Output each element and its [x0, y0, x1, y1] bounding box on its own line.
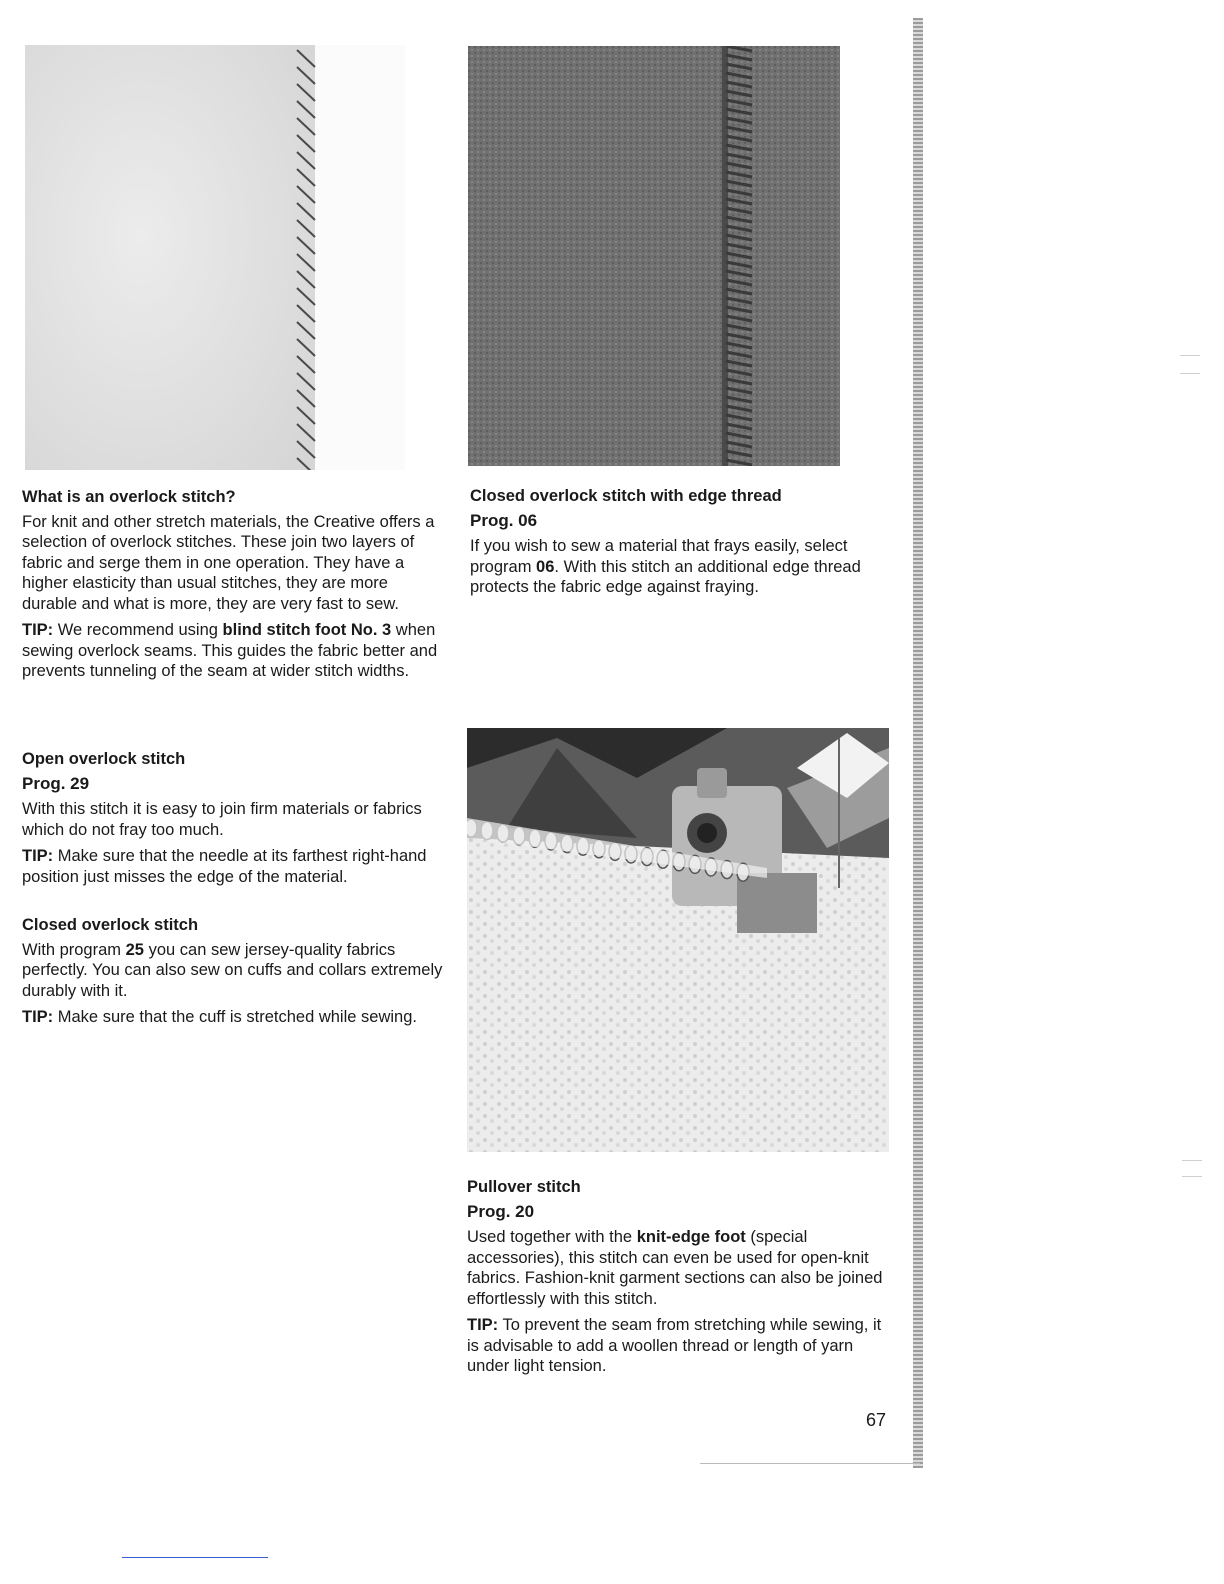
program-number: Prog. 06: [470, 510, 538, 530]
photo-closed-overlock-sample: [468, 46, 840, 466]
program-number-inline: 06: [536, 557, 555, 576]
section-title: What is an overlock stitch?: [22, 488, 236, 506]
binding-edge: [913, 18, 923, 1468]
section-overlock-intro: [22, 487, 447, 688]
tip-label: TIP:: [22, 847, 54, 865]
pullover-machine-illustration: [467, 728, 889, 1152]
program-number-inline: 25: [125, 940, 144, 959]
bottom-rule: [122, 1557, 268, 1558]
foot-name: knit-edge foot: [636, 1228, 746, 1246]
tip-label: TIP:: [467, 1316, 499, 1334]
tip-label: TIP:: [22, 1008, 54, 1026]
section-closed-edge-thread: [470, 486, 895, 604]
section-title: Open overlock stitch: [22, 750, 186, 768]
margin-mark: [1182, 1160, 1202, 1161]
tip-paragraph: TIP: To prevent the seam from stretching while sewing, it is advisable to add a woollen thread or length of yarn under light tension.: [467, 1316, 882, 1375]
margin-mark: [1182, 1176, 1202, 1177]
photo-open-overlock-sample: [25, 45, 405, 470]
section-body: If you wish to sew a material that frays easily, select program 06. With this stitch an additional edge thread protects the fabric edge against fraying.: [470, 537, 861, 596]
section-title: Pullover stitch: [467, 1178, 581, 1196]
photo-pullover-stitch-machine: [467, 728, 889, 1152]
footer-rule: [700, 1463, 920, 1464]
section-body: Used together with the knit-edge foot (special accessories), this stitch can even be used for open-knit fabrics. Fashion-knit garment sections can also be joined effortlessly with this stitch.: [467, 1228, 883, 1308]
section-closed-overlock: [22, 915, 447, 1034]
tip-paragraph: TIP: Make sure that the needle at its farthest right-hand position just misses the edge of the material.: [22, 847, 427, 886]
overlock-sample-illustration: [25, 45, 405, 470]
foot-name: blind stitch foot No. 3: [222, 621, 392, 639]
section-open-overlock: [22, 749, 447, 893]
closed-overlock-illustration: [468, 46, 840, 466]
program-number: Prog. 20: [467, 1201, 535, 1221]
program-number: Prog. 29: [22, 773, 90, 793]
section-body: With this stitch it is easy to join firm materials or fabrics which do not fray too much.: [22, 800, 422, 839]
section-pullover: [467, 1177, 892, 1383]
margin-mark: [1180, 355, 1200, 356]
tip-label: TIP:: [22, 621, 54, 639]
section-title: Closed overlock stitch with edge thread: [470, 487, 782, 505]
section-body: With program 25 you can sew jersey-quality fabrics perfectly. You can also sew on cuffs and collars extremely durably with it.: [22, 940, 443, 1000]
section-title: Closed overlock stitch: [22, 916, 199, 934]
tip-paragraph: TIP: We recommend using blind stitch foot No. 3 when sewing overlock seams. This guides the fabric better and prevents tunneling of the seam at wider stitch widths.: [22, 621, 438, 680]
section-body: For knit and other stretch materials, the Creative offers a selection of overlock stitches. These join two layers of fabric and serge them in one operation. They have a higher elasticity than usual stitches, they are more durable and what is more, they are very fast to sew.: [22, 512, 435, 613]
margin-mark: [1180, 373, 1200, 374]
tip-paragraph: TIP: Make sure that the cuff is stretched while sewing.: [22, 1008, 417, 1026]
page-number: 67: [866, 1410, 887, 1430]
